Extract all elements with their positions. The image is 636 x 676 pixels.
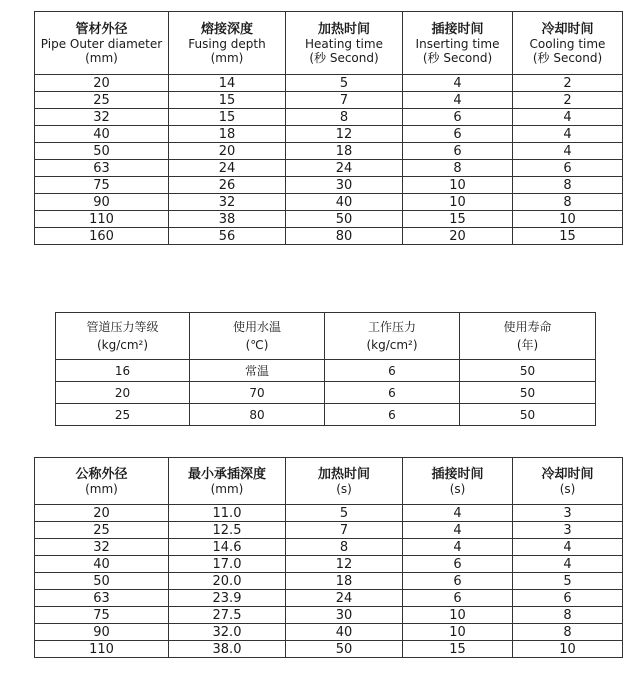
table-row [35,590,623,607]
table-cell: 4 [513,109,623,126]
table-cell: 50 [460,404,596,426]
table-cell: 27.5 [169,607,286,624]
table-cell: 8 [403,160,513,177]
header-cell: 管材外径 Pipe Outer diameter (mm) [35,12,169,75]
table-cell: 6 [325,382,460,404]
table-cell: 10 [513,641,623,658]
table-cell: 6 [403,590,513,607]
header-cell: 最小承插深度 (mm) [169,458,286,505]
table-cell: 4 [403,539,513,556]
table-cell: 5 [286,505,403,522]
table-cell: 3 [513,522,623,539]
table-cell: 18 [286,573,403,590]
table-cell: 75 [35,607,169,624]
table-cell: 10 [403,194,513,211]
table-cell: 6 [403,109,513,126]
table-row [35,194,623,211]
table-cell: 6 [403,143,513,160]
header-cell: 熔接深度 Fusing depth (mm) [169,12,286,75]
table-cell: 10 [403,624,513,641]
table-header-row [35,12,623,75]
table-cell: 10 [513,211,623,228]
table-row [56,360,596,382]
table-cell: 7 [286,92,403,109]
table-row [35,624,623,641]
table-cell: 25 [35,522,169,539]
table-cell: 32 [169,194,286,211]
table-cell: 4 [513,126,623,143]
table-cell: 160 [35,228,169,245]
table-row [35,607,623,624]
table-cell: 23.9 [169,590,286,607]
table-cell: 40 [286,624,403,641]
table-cell: 12 [286,126,403,143]
table-cell: 63 [35,590,169,607]
header-cell: 公称外径 (mm) [35,458,169,505]
t3-header [35,458,623,505]
table-cell: 8 [513,177,623,194]
nominal-diameter-table [34,457,623,658]
header-cell: 插接时间 Inserting time (秒 Second) [403,12,513,75]
table-row [35,126,623,143]
table-cell: 15 [403,641,513,658]
pressure-rating-table [55,312,596,426]
table-cell: 4 [513,143,623,160]
table-cell: 20 [35,75,169,92]
table-cell: 2 [513,75,623,92]
table-cell: 17.0 [169,556,286,573]
table-row [35,211,623,228]
table-cell: 16 [56,360,190,382]
table-row [35,641,623,658]
table-cell: 4 [513,539,623,556]
table-cell: 8 [513,607,623,624]
table-cell: 70 [190,382,325,404]
table-cell: 75 [35,177,169,194]
header-cell: 加热时间 Heating time (秒 Second) [286,12,403,75]
table-cell: 26 [169,177,286,194]
table-cell: 25 [56,404,190,426]
table-cell: 50 [286,641,403,658]
table-cell: 15 [169,109,286,126]
t1-header [35,12,623,75]
table-cell: 50 [460,382,596,404]
table-cell: 10 [403,607,513,624]
table-cell: 15 [513,228,623,245]
table-row [35,75,623,92]
table-cell: 8 [286,109,403,126]
table-cell: 25 [35,92,169,109]
table-cell: 14.6 [169,539,286,556]
table-cell: 50 [460,360,596,382]
table-cell: 6 [403,126,513,143]
table-row [35,573,623,590]
table-cell: 6 [403,556,513,573]
table-cell: 40 [35,556,169,573]
table-header-row [35,458,623,505]
table-header-row [56,313,596,360]
table-cell: 24 [286,590,403,607]
table-row [56,404,596,426]
t1-body [35,75,623,245]
table-cell: 18 [169,126,286,143]
table-cell: 11.0 [169,505,286,522]
table-cell: 6 [325,404,460,426]
table-cell: 80 [190,404,325,426]
table-row [35,160,623,177]
table-cell: 38.0 [169,641,286,658]
table-cell: 50 [286,211,403,228]
table-cell: 20.0 [169,573,286,590]
table-cell: 15 [169,92,286,109]
table-cell: 40 [35,126,169,143]
table-row [35,556,623,573]
table-cell: 63 [35,160,169,177]
table-row [35,505,623,522]
table-cell: 4 [513,556,623,573]
t2-header [56,313,596,360]
table-cell: 80 [286,228,403,245]
table-row [35,228,623,245]
table-row [35,143,623,160]
table-cell: 5 [286,75,403,92]
table-cell: 56 [169,228,286,245]
table-row [35,109,623,126]
table-cell: 90 [35,194,169,211]
table-cell: 32 [35,109,169,126]
table-cell: 8 [513,624,623,641]
table-cell: 20 [403,228,513,245]
header-cell: 管道压力等级 (kg/cm²) [56,313,190,360]
table-cell: 12 [286,556,403,573]
table-cell: 6 [513,590,623,607]
t3-body [35,505,623,658]
table-row [56,382,596,404]
table-cell: 40 [286,194,403,211]
header-cell: 工作压力 (kg/cm²) [325,313,460,360]
table-cell: 110 [35,211,169,228]
table-cell: 12.5 [169,522,286,539]
table-cell: 110 [35,641,169,658]
table-cell: 38 [169,211,286,228]
fusion-parameters-table [34,11,623,245]
table-cell: 6 [513,160,623,177]
table-row [35,177,623,194]
table-cell: 8 [286,539,403,556]
table-row [35,522,623,539]
table-cell: 50 [35,573,169,590]
table-cell: 5 [513,573,623,590]
table-cell: 24 [169,160,286,177]
table-cell: 7 [286,522,403,539]
table-cell: 15 [403,211,513,228]
table-cell: 50 [35,143,169,160]
table-cell: 10 [403,177,513,194]
header-cell: 使用水温 (℃) [190,313,325,360]
header-cell: 使用寿命 (年) [460,313,596,360]
table-cell: 20 [56,382,190,404]
table-cell: 6 [403,573,513,590]
table-cell: 4 [403,75,513,92]
table-row [35,92,623,109]
table-cell: 4 [403,92,513,109]
table-cell: 2 [513,92,623,109]
t2-body [56,360,596,426]
header-cell: 冷却时间 (s) [513,458,623,505]
table-row [35,539,623,556]
table-cell: 6 [325,360,460,382]
header-cell: 冷却时间 Cooling time (秒 Second) [513,12,623,75]
header-cell: 加热时间 (s) [286,458,403,505]
header-cell: 插接时间 (s) [403,458,513,505]
table-cell: 30 [286,607,403,624]
table-cell: 90 [35,624,169,641]
table-cell: 20 [35,505,169,522]
table-cell: 18 [286,143,403,160]
table-cell: 30 [286,177,403,194]
table-cell: 4 [403,505,513,522]
table-cell: 3 [513,505,623,522]
table-cell: 32.0 [169,624,286,641]
table-cell: 常温 [190,360,325,382]
table-cell: 20 [169,143,286,160]
table-cell: 8 [513,194,623,211]
table-cell: 32 [35,539,169,556]
table-cell: 14 [169,75,286,92]
table-cell: 4 [403,522,513,539]
table-cell: 24 [286,160,403,177]
